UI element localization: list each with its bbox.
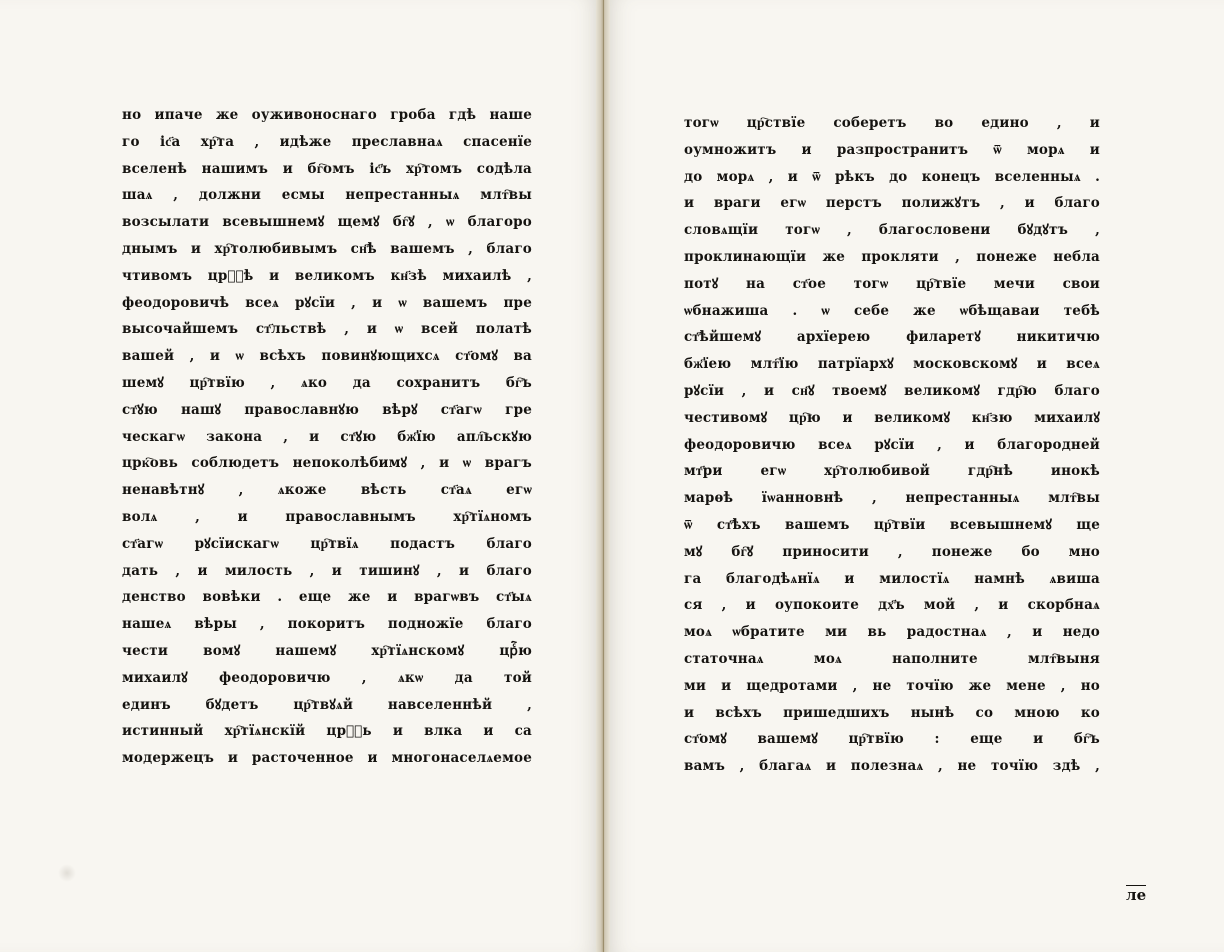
text-line: го іс҃а хр҇та , идѣже преславнаѧ спасенїе bbox=[122, 133, 532, 150]
text-line: вашей , и ѡ всѣхъ повинꙋющихсѧ ст҃омꙋ ва bbox=[122, 348, 532, 365]
text-line: и всѣхъ пришедшихъ нынѣ со мною ко bbox=[684, 704, 1100, 721]
text-line: ст҃агѡ рꙋсїискагѡ цр҇твїѧ подастъ благо bbox=[122, 535, 532, 552]
text-line: ст҃омꙋ вашемꙋ цр҇твїю : еще и бг҇ъ bbox=[684, 731, 1100, 748]
text-line: ми и щедротами , не точїю же мене , но bbox=[684, 677, 1100, 694]
text-line: ческагѡ закона , и ст҃ꙋю бж҃їю апл҇ьскꙋю bbox=[122, 428, 532, 445]
text-line: честивомꙋ цр҇ю и великомꙋ кн҃зю михаилꙋ bbox=[684, 409, 1100, 426]
text-line: денство вовѣки . еще же и врагѡвъ ст҃ыѧ bbox=[122, 589, 532, 606]
text-line: шемꙋ цр҇твїю , ѧко да сохранитъ бг҇ъ bbox=[122, 374, 532, 391]
text-line: ст҃ѣйшемꙋ архїерею филаретꙋ никитичю bbox=[684, 329, 1100, 346]
binding-thread bbox=[603, 0, 604, 952]
text-line: ся , и оупокоите дх҃ъ мой , и скорбнаѧ bbox=[684, 597, 1100, 614]
text-line: единъ бꙋдетъ цр҇твꙋѧй навселеннѣй , bbox=[122, 696, 532, 713]
text-line: проклинающїи же прокляти , понеже небла bbox=[684, 248, 1100, 265]
text-line: возсылати всевышнемꙋ щемꙋ бг҇ꙋ , ѡ благоро bbox=[122, 214, 532, 231]
text-line: ненавѣтнꙋ , ѧкоже вѣсть ст҃аѧ егѡ bbox=[122, 482, 532, 499]
text-line: мт҃ри егѡ хр҇толюбивой гдр҇нѣ инокѣ bbox=[684, 463, 1100, 480]
folio-number: ле bbox=[1126, 886, 1147, 904]
text-line: тогѡ цр҇ствїе соберетъ во едино , и bbox=[684, 115, 1100, 131]
text-line: дать , и милость , и тишинꙋ , и благо bbox=[122, 562, 532, 579]
text-line: чтивомъ црⷭ҇ѣ и великомъ кн҃зѣ михаилѣ , bbox=[122, 267, 532, 284]
left-page-text bbox=[122, 102, 532, 772]
text-line: марѳѣ їѡанновнѣ , непрестанныѧ млт҇вы bbox=[684, 490, 1100, 507]
text-line: ст҃ꙋю нашꙋ православнꙋю вѣрꙋ ст҃агѡ гре bbox=[122, 401, 532, 418]
text-line: днымъ и хр҇толюбивымъ сн҃ѣ вашемъ , благо bbox=[122, 240, 532, 257]
paper-smudge bbox=[58, 864, 76, 882]
text-line: бж҃їею млт҇їю патрїархꙋ московскомꙋ и всеѧ bbox=[684, 356, 1100, 373]
text-line: высочайшемъ ст҃льствѣ , и ѡ всей полатѣ bbox=[122, 321, 532, 338]
text-line: статочнаѧ моѧ наполните млт҇выня bbox=[684, 650, 1100, 667]
text-line: црк҇овь соблюдетъ непоколѣбимꙋ , и ѡ врагъ bbox=[122, 455, 532, 472]
text-line: феодоровичѣ всеѧ рꙋсїи , и ѡ вашемъ пре bbox=[122, 294, 532, 311]
text-line: га благодѣѧнїѧ и милостїѧ намнѣ ѧвиша bbox=[684, 570, 1100, 587]
text-line: волѧ , и православнымъ хр҇тїѧномъ bbox=[122, 508, 532, 525]
text-line: до морѧ , и ѿ рѣкъ до конецъ вселенныѧ . bbox=[684, 168, 1100, 185]
text-line: шаѧ , должни есмы непрестанныѧ млт҇вы bbox=[122, 187, 532, 204]
text-line: потꙋ на ст҃ое тогѡ цр҇твїе мечи свои bbox=[684, 275, 1100, 292]
text-line: истинный хр҇тїѧнскїй црⷭ҇ь и влка и са bbox=[122, 723, 532, 740]
text-line: оумножитъ и разпространитъ ѿ морѧ и bbox=[684, 141, 1100, 158]
text-line: но ипаче же оуживоноснаго гроба гдѣ наше bbox=[122, 107, 532, 123]
right-page-text bbox=[684, 110, 1100, 780]
text-line: модержецъ и расточенное и многонаселѧемое bbox=[122, 750, 532, 767]
text-line: нашеѧ вѣры , покоритъ подножїе благо bbox=[122, 616, 532, 633]
text-line: михаилꙋ феодоровичю , ѧкѡ да той bbox=[122, 669, 532, 686]
text-line: мꙋ бг҇ꙋ приносити , понеже бо мно bbox=[684, 543, 1100, 560]
text-line: ѡбнажиша . ѡ себе же ѡбѣщаваи тебѣ bbox=[684, 302, 1100, 319]
text-line: вамъ , благаѧ и полезнаѧ , не точїю здѣ , bbox=[684, 758, 1100, 775]
text-line: феодоровичю всеѧ рꙋсїи , и благородней bbox=[684, 436, 1100, 453]
text-line: моѧ ѡбратите ми вь радостнаѧ , и недо bbox=[684, 624, 1100, 641]
text-line: чести вомꙋ нашемꙋ хр҇тїѧнскомꙋ црⷭ҇ю bbox=[122, 642, 532, 659]
text-line: ѿ ст҃ѣхъ вашемъ цр҇твїи всевышнемꙋ ще bbox=[684, 516, 1100, 533]
text-line: словѧщїи тогѡ , благословени бꙋдꙋтъ , bbox=[684, 222, 1100, 239]
text-line: вселенѣ нашимъ и бг҇омъ іс҃ъ хр҇томъ содѣла bbox=[122, 160, 532, 177]
text-line: рꙋсїи , и сн҃ꙋ твоемꙋ великомꙋ гдр҇ю благо bbox=[684, 382, 1100, 399]
text-line: и враги егѡ перстъ полижꙋтъ , и благо bbox=[684, 195, 1100, 212]
